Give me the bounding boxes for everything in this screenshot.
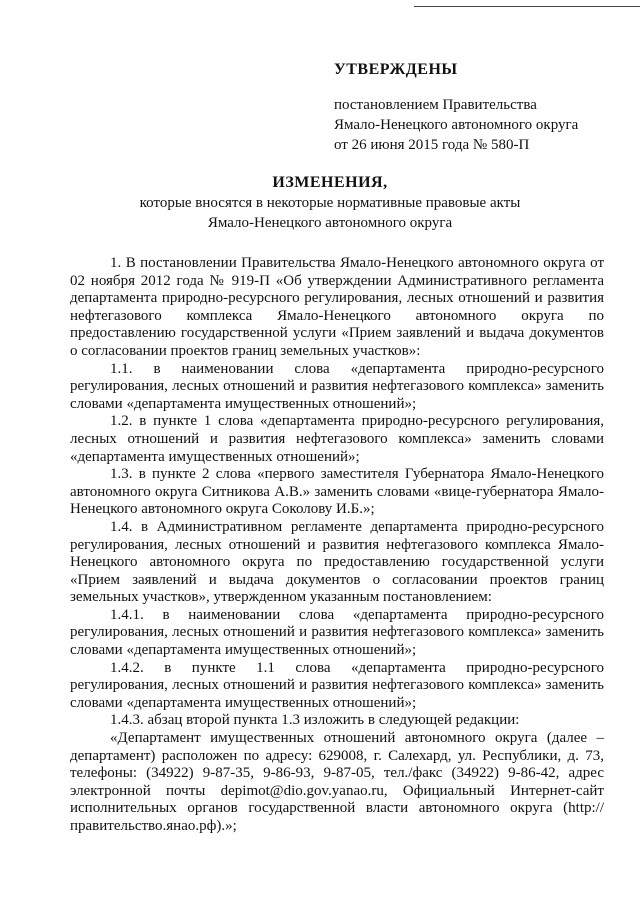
approval-line-2: Ямало-Ненецкого автономного округа <box>334 117 579 133</box>
paragraph-1: 1. В постановлении Правительства Ямало-Ненецкого автономного округа от 02 ноября 2012 года № 919-П «Об утверждении Административного регламента департамента природно-ресурсного регулирования, лесных отношений и развития нефтегазового комплекса Ямало-Ненецкого автономного округа по предоставлению государственной услуги «Прием заявлений и выдача документов о согласовании проектов границ земельных участков»: <box>70 255 604 359</box>
document-body <box>70 255 604 836</box>
paragraph-1-4-2: 1.4.2. в пункте 1.1 слова «департамента природно-ресурсного регулирования, лесных отношений и развития нефтегазового комплекса» заменить словами «департамента имущественных отношений»; <box>70 659 604 711</box>
paragraph-department-address: «Департамент имущественных отношений автономного округа (далее – департамент) расположен по адресу: 629008, г. Салехард, ул. Республики, д. 73, телефоны: (34922) 9-87-35, 9-86-93, 9-87-05, тел./факс (34922) 9-86-42, адрес электронной почты depimot@dio.gov.yanao.ru, Официальный Интернет-сайт исполнительных органов государственной власти автономного округа (http://правительство.янао.рф).»; <box>70 730 604 834</box>
approval-block <box>334 60 624 155</box>
document-subtitle-2: Ямало-Ненецкого автономного округа <box>207 215 453 231</box>
paragraph-1-4-1: 1.4.1. в наименовании слова «департамента природно-ресурсного регулирования, лесных отношений и развития нефтегазового комплекса» заменить словами «департамента имущественных отношений»; <box>70 606 604 659</box>
approval-line-3: от 26 июня 2015 года № 580-П <box>334 137 530 153</box>
top-edge-line <box>414 6 640 7</box>
approval-title: УТВЕРЖДЕНЫ <box>334 61 458 78</box>
paragraph-1-1: 1.1. в наименовании слова «департамента природно-ресурсного регулирования, лесных отношений и развития нефтегазового комплекса» заменить словами «департамента имущественных отношений»; <box>70 360 604 412</box>
paragraph-1-2: 1.2. в пункте 1 слова «департамента природно-ресурсного регулирования, лесных отношений и развития нефтегазового комплекса» заменить словами «департамента имущественных отношений»; <box>70 413 604 465</box>
document-title: ИЗМЕНЕНИЯ, <box>272 174 388 191</box>
document-header <box>60 173 600 233</box>
document-subtitle-1: которые вносятся в некоторые нормативные правовые акты <box>139 195 521 211</box>
approval-line-1: постановлением Правительства <box>334 97 537 113</box>
paragraph-1-4: 1.4. в Административном регламенте департамента природно-ресурсного регулирования, лесных отношений и развития нефтегазового комплекса Ямало-Ненецкого автономного округа по предоставлению государственной услуги «Прием заявлений и выдача документов о согласовании проектов границ земельных участков», утвержденном указанным постановлением: <box>70 518 604 606</box>
paragraph-1-3: 1.3. в пункте 2 слова «первого заместителя Губернатора Ямало-Ненецкого автономного округа Ситникова А.В.» заменить словами «вице-губернатора Ямало-Ненецкого автономного округа Соколову И.Б.»; <box>70 466 604 518</box>
paragraph-1-4-3: 1.4.3. абзац второй пункта 1.3 изложить в следующей редакции: <box>110 712 520 729</box>
